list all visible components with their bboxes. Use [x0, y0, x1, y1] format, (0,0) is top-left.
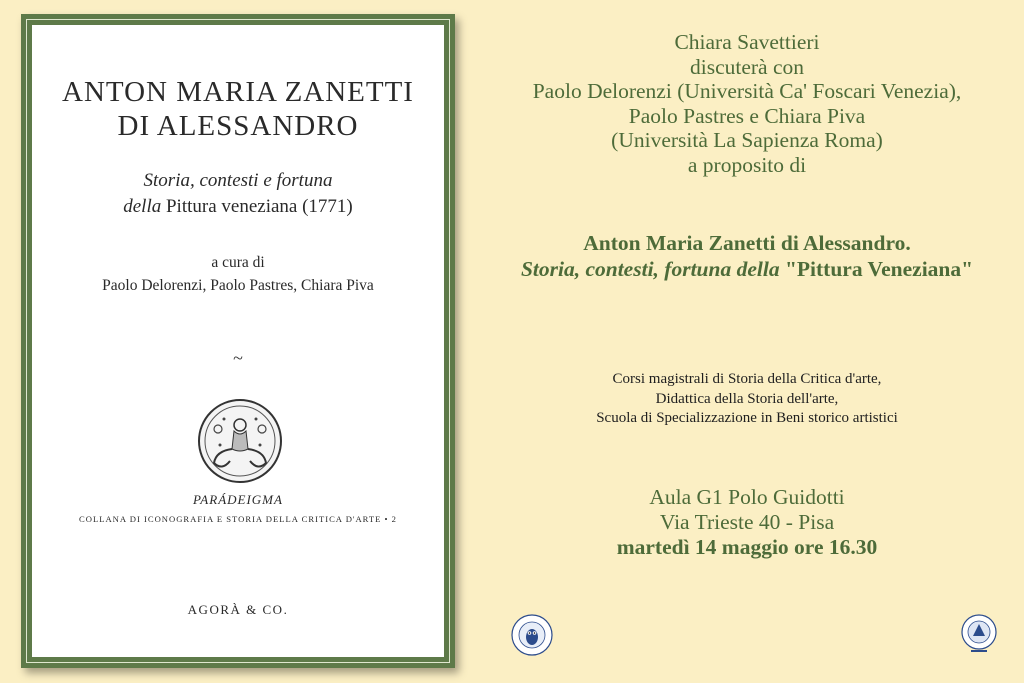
publisher: AGORÀ & CO. [187, 602, 289, 617]
venue-address: Via Trieste 40 - Pisa [659, 510, 835, 534]
cover-title [32, 75, 444, 143]
speaker-line: a proposito di [687, 152, 807, 177]
course-line: Corsi magistrali di Storia della Critica d'arte, [612, 371, 882, 387]
cover-subtitle [32, 168, 444, 220]
book-subtitle [470, 256, 1024, 282]
ornament-icon: ~ [233, 348, 243, 368]
cover-subtitle-italic: della [123, 196, 162, 217]
book-reference [470, 230, 1024, 282]
event-date-time: martedì 14 maggio ore 16.30 [616, 535, 878, 559]
speaker-line: Paolo Delorenzi (Università Ca' Foscari Venezia), [532, 79, 962, 103]
book-cover [21, 14, 455, 668]
series-subtitle: COLLANA DI ICONOGRAFIA E STORIA DELLA CRITICA D'ARTE • 2 [79, 514, 397, 524]
department-owl-seal-icon [511, 614, 553, 656]
venue-block [470, 485, 1024, 560]
courses-block [470, 370, 1024, 429]
book-title: Anton Maria Zanetti di Alessandro. [583, 231, 911, 255]
book-subtitle-quoted: "Pittura Veneziana" [784, 257, 974, 281]
course-line: Didattica della Storia dell'arte, [655, 390, 839, 407]
series-title: PARÁDEIGMA [193, 492, 283, 507]
speaker-line: Paolo Pastres e Chiara Piva [628, 103, 866, 128]
speaker-main: Chiara Savettieri [674, 30, 820, 54]
cover-subtitle-line-2 [32, 194, 444, 220]
cover-curators-block [32, 251, 444, 297]
course-line: Scuola di Specializzazione in Beni storico artistici [596, 410, 898, 426]
cover-page [32, 25, 444, 657]
curator-names: Paolo Delorenzi, Paolo Pastres, Chiara Piva [102, 277, 374, 294]
curator-label: a cura di [211, 254, 265, 271]
university-of-pisa-seal-icon [958, 612, 1000, 654]
cover-title-line-2: DI ALESSANDRO [117, 110, 359, 142]
cover-title-line-1: ANTON MARIA ZANETTI [62, 76, 414, 108]
book-subtitle-italic: Storia, contesti, fortuna della [520, 257, 780, 281]
cover-subtitle-upright: Pittura veneziana (1771) [165, 196, 353, 217]
speaker-connector: discuterà con [689, 54, 805, 79]
speakers-block [470, 30, 1024, 177]
siren-medallion-icon [196, 397, 284, 485]
venue-room: Aula G1 Polo Guidotti [649, 485, 845, 509]
speaker-line: (Università La Sapienza Roma) [611, 128, 883, 152]
cover-subtitle-line-1: Storia, contesti e fortuna [143, 170, 333, 191]
